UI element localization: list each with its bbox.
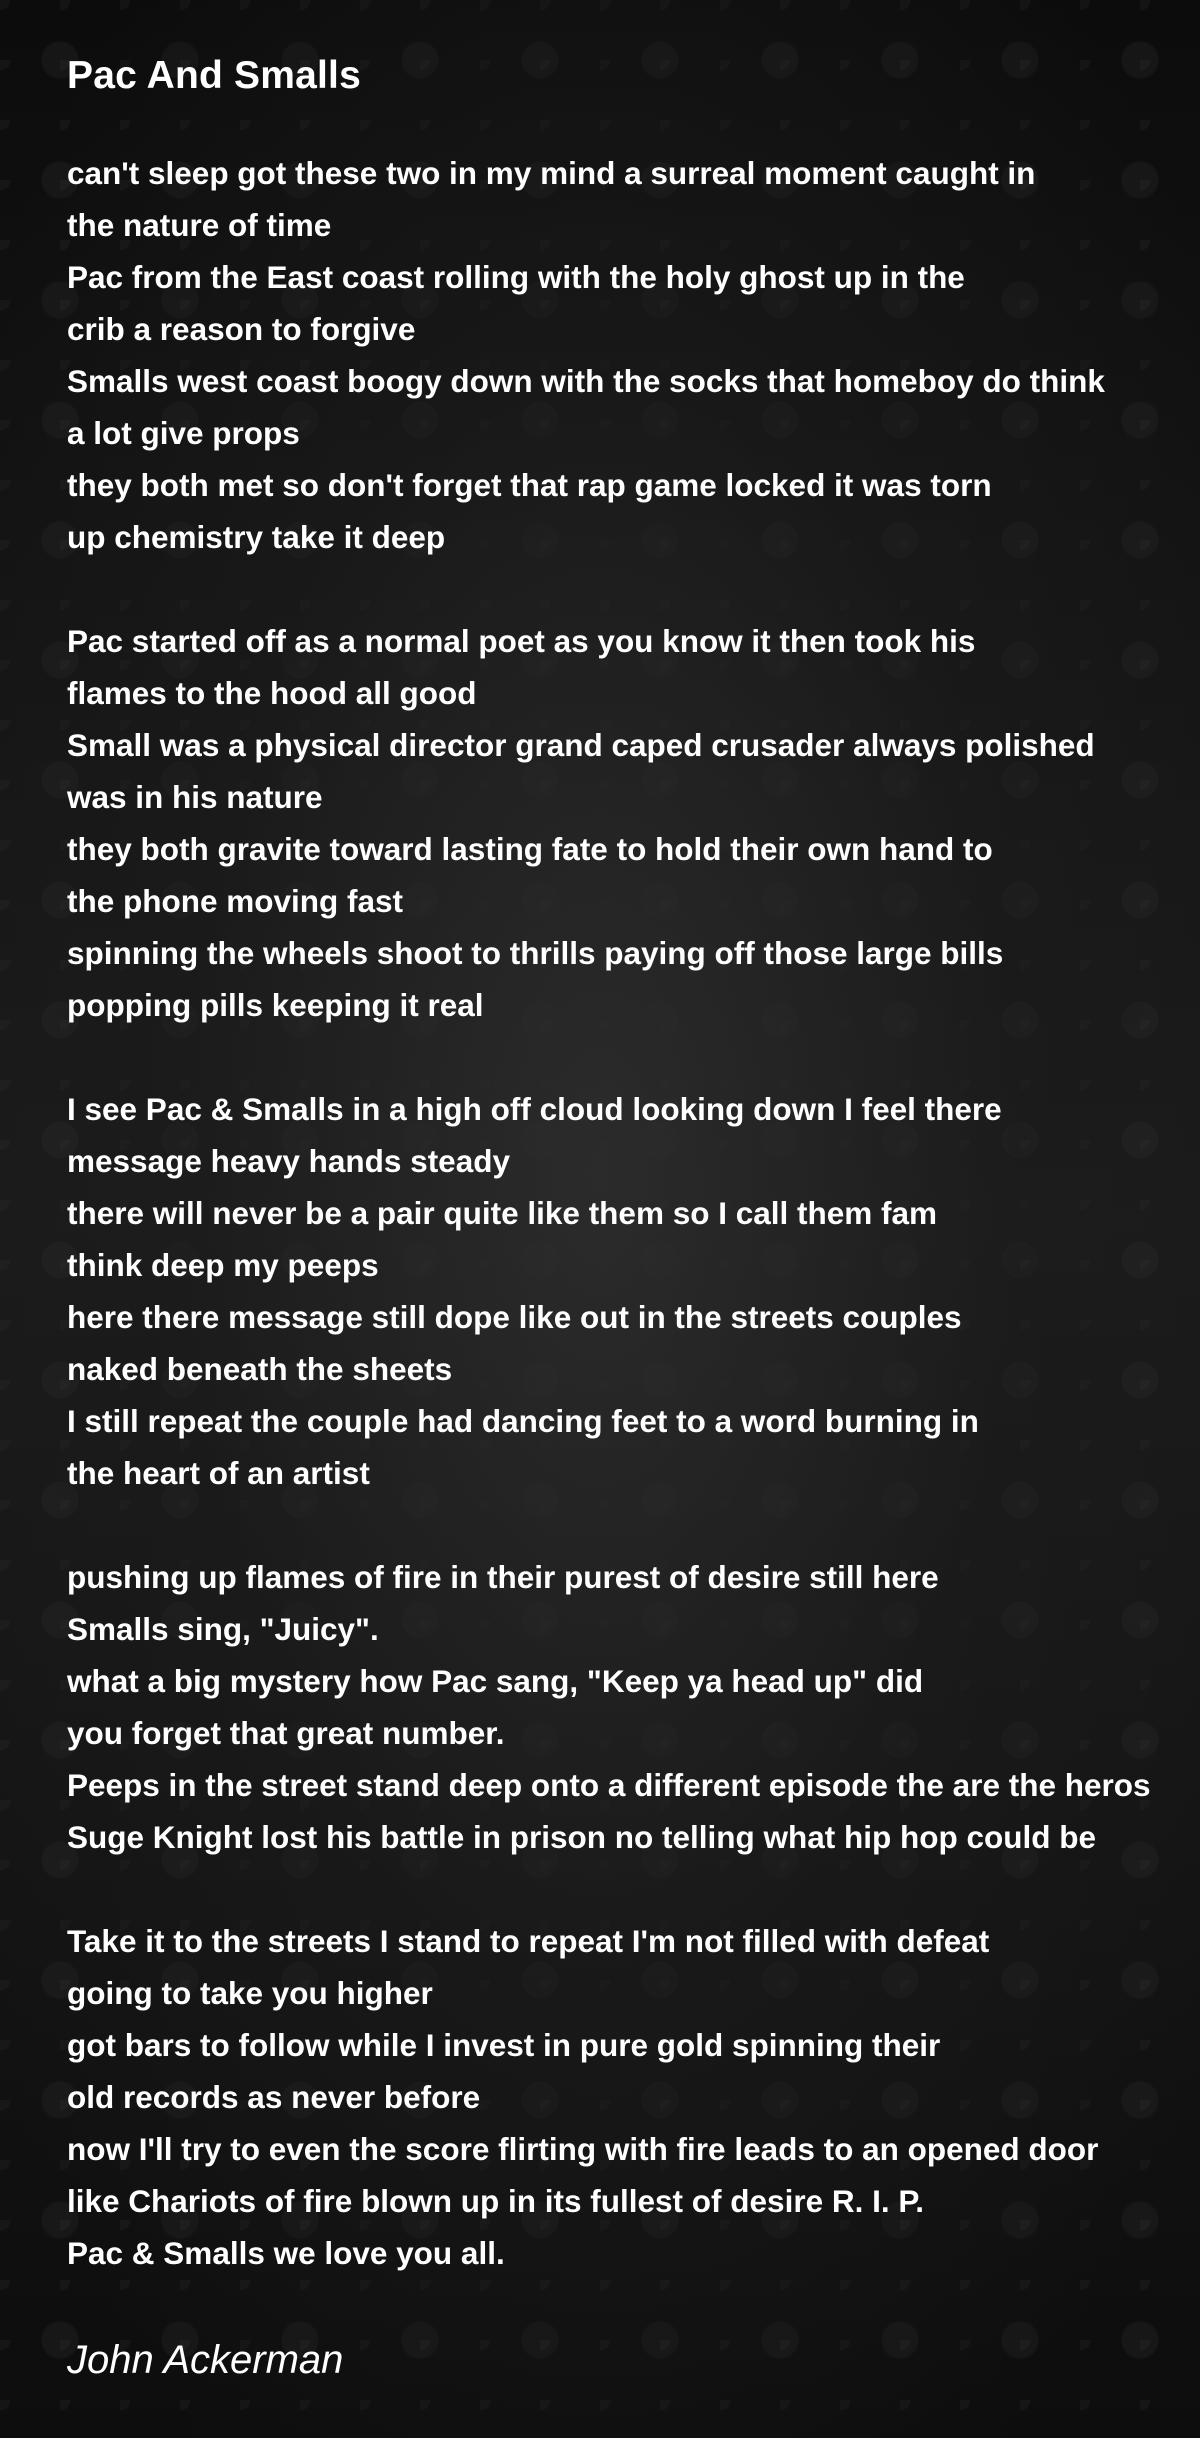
poem-line: message heavy hands steady	[67, 1143, 510, 1179]
poem-line: flames to the hood all good	[67, 675, 477, 711]
poem-line: think deep my peeps	[67, 1247, 379, 1283]
poem-line: was in his nature	[67, 779, 323, 815]
poem-line: naked beneath the sheets	[67, 1351, 453, 1387]
poem-line: the heart of an artist	[67, 1455, 370, 1491]
poem-line: Pac & Smalls we love you all.	[67, 2235, 505, 2271]
poem-line: pushing up flames of fire in their purest of desire still here	[67, 1559, 939, 1595]
poem-line: spinning the wheels shoot to thrills paying off those large bills	[67, 935, 1004, 971]
poem-line: the nature of time	[67, 207, 332, 243]
poem-line: they both met so don't forget that rap game locked it was torn	[67, 467, 992, 503]
poem-body	[67, 147, 1192, 2331]
poem-line: I still repeat the couple had dancing feet to a word burning in	[67, 1403, 979, 1439]
poem-line: old records as never before	[67, 2079, 481, 2115]
poem-line: going to take you higher	[67, 1975, 433, 2011]
poem-line: Smalls west coast boogy down with the socks that homeboy do think	[67, 363, 1105, 399]
poem-line: the phone moving fast	[67, 883, 404, 919]
poem-line: you forget that great number.	[67, 1715, 505, 1751]
poem-line: got bars to follow while I invest in pure gold spinning their	[67, 2027, 941, 2063]
poem-line: I see Pac & Smalls in a high off cloud looking down I feel there	[67, 1091, 1002, 1127]
poem-line: Pac from the East coast rolling with the holy ghost up in the	[67, 259, 965, 295]
poem-line: now I'll try to even the score flirting with fire leads to an opened door	[67, 2131, 1099, 2167]
poem-line: popping pills keeping it real	[67, 987, 484, 1023]
poem-line: Pac started off as a normal poet as you know it then took his	[67, 623, 976, 659]
poem-title: Pac And Smalls	[67, 54, 361, 97]
poem-line: can't sleep got these two in my mind a surreal moment caught in	[67, 155, 1036, 191]
poem-stanza	[67, 1915, 1192, 2279]
poem-stanza	[67, 147, 1192, 563]
poem-stanza	[67, 1551, 1192, 1863]
poem-line: they both gravite toward lasting fate to hold their own hand to	[67, 831, 993, 867]
poem-line: Small was a physical director grand caped crusader always polished	[67, 727, 1095, 763]
poem-line: Peeps in the street stand deep onto a different episode the are the heros	[67, 1767, 1151, 1803]
poem-line: crib a reason to forgive	[67, 311, 416, 347]
poem-line: Suge Knight lost his battle in prison no telling what hip hop could be	[67, 1819, 1096, 1855]
poem-line: here there message still dope like out in the streets couples	[67, 1299, 962, 1335]
poem-author: John Ackerman	[67, 2338, 344, 2382]
poem-line: a lot give props	[67, 415, 300, 451]
poem-line: Take it to the streets I stand to repeat I'm not filled with defeat	[67, 1923, 990, 1959]
poem-line: what a big mystery how Pac sang, "Keep ya head up" did	[67, 1663, 924, 1699]
poem-stanza	[67, 1083, 1192, 1499]
poem-line: there will never be a pair quite like them so I call them fam	[67, 1195, 938, 1231]
poem-line: up chemistry take it deep	[67, 519, 446, 555]
poem-line: Smalls sing, "Juicy".	[67, 1611, 379, 1647]
poem-line: like Chariots of fire blown up in its fullest of desire R. I. P.	[67, 2183, 925, 2219]
poem-stanza	[67, 615, 1192, 1031]
